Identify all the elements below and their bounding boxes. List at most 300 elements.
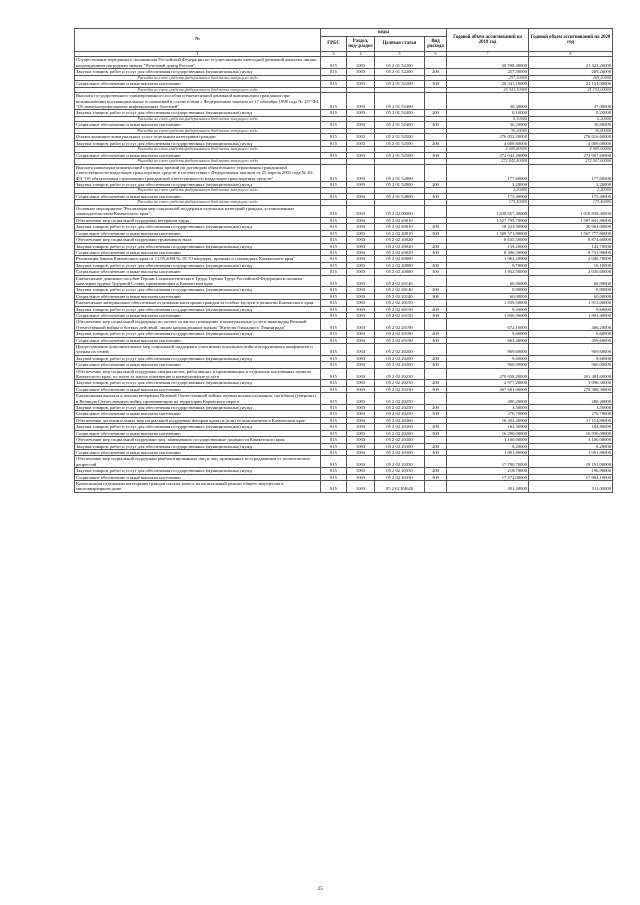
amount-2019: 9,20000	[447, 306, 529, 312]
amount-2020: 0,90000	[529, 287, 613, 293]
row-name: Социальное обеспечение и иные выплаты населению	[75, 249, 321, 255]
section-code: 1003	[347, 194, 375, 200]
amount-2020: 16 930,00000	[529, 430, 613, 436]
section-code: 1003	[347, 300, 375, 306]
amount-2019: 17 790,70000	[447, 456, 529, 468]
table-row	[75, 368, 613, 380]
grbs-code: 815	[321, 224, 347, 230]
amount-2019: 1 527 795,70000	[447, 217, 529, 223]
expense-type	[425, 206, 447, 218]
expense-type: 300	[425, 449, 447, 455]
amount-2019: 1 952,50000	[447, 269, 529, 275]
amount-2019: 20 598,40000	[447, 57, 529, 69]
amount-2020: 9,60000	[529, 306, 613, 312]
target-code: 05 2 02 20140	[375, 293, 425, 299]
target-code: 05 2 01 52800	[375, 194, 425, 200]
target-code: 05 2 02 20330	[375, 468, 425, 474]
target-code: 05 2 02 20150	[375, 306, 425, 312]
section-code: 1003	[347, 430, 375, 436]
subtotal-label: Расходы за счет средств федерального бюджета текущего года	[75, 128, 321, 134]
amount-2020: 175,40000	[529, 200, 613, 206]
grbs-code: 815	[321, 57, 347, 69]
row-name: Основное мероприятие "Реализация мер социальной поддержки отдельных категорий граждан, установленных законодательством Камчатского края"	[75, 206, 321, 218]
amount-2019: 4 009,80000	[447, 140, 529, 146]
amount-2020: 196,90000	[529, 468, 613, 474]
table-row	[75, 275, 613, 287]
subtotal-label: Расходы за счет средств федерального бюджета текущего года	[75, 200, 321, 206]
amount-2020: 1 091,80000	[529, 449, 613, 455]
section-code: 1003	[347, 449, 375, 455]
col-index: 1	[75, 52, 321, 57]
expense-type	[425, 368, 447, 380]
row-name: Закупка товаров, работ и услуг для обеспечения государственных (муниципальных) нужд	[75, 355, 321, 361]
header-razdel: Раздел, под- раздел	[347, 37, 375, 52]
section-code: 1003	[347, 331, 375, 337]
row-name: Закупка товаров, работ и услуг для обеспечения государственных (муниципальных) нужд	[75, 262, 321, 268]
amount-2020: 276 016,60000	[529, 134, 613, 140]
amount-2019: 270 658,20000	[447, 368, 529, 380]
grbs-code: 815	[321, 430, 347, 436]
header-row-1	[75, 29, 613, 37]
amount-2019: 969,60000	[447, 344, 529, 356]
amount-2019: 16 290,00000	[447, 430, 529, 436]
row-name: Социальное обеспечение и иные выплаты населению	[75, 312, 321, 318]
section-code: 1003	[347, 380, 375, 386]
row-name: Социальное обеспечение и иные выплаты населению	[75, 430, 321, 436]
amount-2020: 21 423,20000	[529, 57, 613, 69]
amount-2020: 21 154,00000	[529, 81, 613, 87]
target-code: 05 2 02 20080	[375, 256, 425, 262]
amount-2019: 1 100,00000	[447, 437, 529, 443]
expense-type: 200	[425, 69, 447, 75]
row-name: Ежемесячная выплата к пенсии ветеранам Великой Отечественной войны, вдовам военнослужащих, погибших (умерших) в Великую Отечественную войну, проживающим на территории Корякского округа	[75, 393, 321, 405]
expense-type: 300	[425, 230, 447, 236]
target-code: 05 2 02 20330	[375, 474, 425, 480]
amount-2020: 2 030,60000	[529, 269, 613, 275]
expense-type	[425, 275, 447, 287]
section-code: 1003	[347, 243, 375, 249]
amount-2019: 18 223,90000	[447, 224, 529, 230]
row-name: Закупка товаров, работ и услуг для обеспечения государственных (муниципальных) нужд	[75, 110, 321, 116]
grbs-code: 815	[321, 337, 347, 343]
amount-2019: 2 977,20000	[447, 380, 529, 386]
expense-type: 300	[425, 152, 447, 158]
expense-type: 200	[425, 355, 447, 361]
amount-2019: 60,00000	[447, 293, 529, 299]
amount-2020: 280,20000	[529, 393, 613, 405]
amount-2020: 272 007,60000	[529, 152, 613, 158]
amount-2020: 142,70000	[529, 243, 613, 249]
target-code: 05 2 01 52800	[375, 164, 425, 181]
grbs-code: 815	[321, 164, 347, 181]
expense-type: 300	[425, 337, 447, 343]
amount-2019: 272 042,40000	[447, 152, 529, 158]
budget-table	[74, 28, 613, 493]
expense-type: 200	[425, 380, 447, 386]
amount-2019: 60,90000	[447, 275, 529, 287]
amount-2019: 139,20000	[447, 243, 529, 249]
amount-2019: 175,40000	[447, 194, 529, 200]
target-code: 05 2 02 20200	[375, 344, 425, 356]
target-code: 05 2 01 52400	[375, 110, 425, 116]
row-name: Закупка товаров, работ и услуг для обеспечения государственных (муниципальных) нужд	[75, 424, 321, 430]
expense-type: 200	[425, 110, 447, 116]
section-code: 1003	[347, 337, 375, 343]
amount-2020: 276,70000	[529, 411, 613, 417]
amount-2020: 4 009,00000	[529, 147, 613, 153]
amount-2020: 4 009,00000	[529, 140, 613, 146]
target-code: 05 2 01 52500	[375, 152, 425, 158]
grbs-code: 815	[321, 368, 347, 380]
grbs-code: 815	[321, 355, 347, 361]
section-code: 1003	[347, 344, 375, 356]
grbs-code: 815	[321, 122, 347, 128]
target-code: 05 2 02 20250	[375, 405, 425, 411]
expense-type: 300	[425, 269, 447, 275]
section-code: 1003	[347, 437, 375, 443]
amount-2019: 1 839,50000	[447, 300, 529, 306]
grbs-code: 815	[321, 411, 347, 417]
target-code: 05 2 02 20190	[375, 331, 425, 337]
row-name: Закупка товаров, работ и услуг для обеспечения государственных (муниципальных) нужд	[75, 331, 321, 337]
amount-2019: 16 452,20000	[447, 417, 529, 423]
amount-2019: 1 091,80000	[447, 449, 529, 455]
subtotal-label: Расходы за счет средств федерального бюджета текущего года	[75, 147, 321, 153]
grbs-code: 815	[321, 152, 347, 158]
row-name: Ежемесячное денежное пособие Героям Социалистического Труда, Героям Труда Российской Федерации и полным кавалерам ордена Трудовой Славы, проживающим в Камчатском крае	[75, 275, 321, 287]
grbs-code: 815	[321, 386, 347, 392]
grbs-code: 815	[321, 69, 347, 75]
amount-2019: 280,20000	[447, 393, 529, 405]
amount-2019: 20 341,10000	[447, 81, 529, 87]
amount-2020: 1 903,40000	[529, 312, 613, 318]
target-code: 05 2 02 20150	[375, 312, 425, 318]
section-code: 1003	[347, 287, 375, 293]
target-code: 05 2 01 52400	[375, 93, 425, 110]
grbs-code: 815	[321, 262, 347, 268]
subtotal-label: Расходы за счет средств федерального бюджета текущего года	[75, 116, 321, 122]
target-code: 05 2 01 52400	[375, 122, 425, 128]
expense-type: 300	[425, 122, 447, 128]
section-code: 1003	[347, 182, 375, 188]
table-body	[75, 57, 613, 492]
section-code: 1003	[347, 424, 375, 430]
section-code: 1003	[347, 134, 375, 140]
amount-2019: 2,20000	[447, 188, 529, 194]
row-name: Предоставление дополнительных мер социальной поддержки участникам локальных войн и вооруженных конфликтов и членам их семей	[75, 344, 321, 356]
amount-2020: 60,90000	[529, 275, 613, 287]
expense-type: 300	[425, 362, 447, 368]
section-code: 1003	[347, 362, 375, 368]
amount-2020: 278 388,30000	[529, 386, 613, 392]
amount-2019: 3,50000	[447, 405, 529, 411]
amount-2019: 1 509 571,80000	[447, 230, 529, 236]
amount-2020: 36,80000	[529, 122, 613, 128]
section-code: 1003	[347, 224, 375, 230]
expense-type: 200	[425, 306, 447, 312]
expense-type: 300	[425, 194, 447, 200]
target-code: 05 2 01 52500	[375, 140, 425, 146]
amount-2020: 6,60000	[529, 331, 613, 337]
table-row	[75, 393, 613, 405]
expense-type	[425, 480, 447, 492]
amount-2020: 18 191,00000	[529, 456, 613, 468]
col-index: 6	[425, 52, 447, 57]
row-name: Социальное обеспечение и иные выплаты населению	[75, 449, 321, 455]
grbs-code: 815	[321, 237, 347, 243]
row-name: Социальное обеспечение и иные выплаты населению	[75, 152, 321, 158]
row-name: Обеспечение мер социальной поддержки по оплате за жилое помещение и коммунальные услуги инвалидам Великой Отечественной войны и боевых действий, лицам награжденным знаком "Жителю блокадного Ленинграда"	[75, 319, 321, 331]
amount-2020: 960,00000	[529, 362, 613, 368]
expense-type: 300	[425, 81, 447, 87]
expense-type: 200	[425, 405, 447, 411]
table-row	[75, 344, 613, 356]
col-index: 5	[375, 52, 425, 57]
amount-2019: 662,40000	[447, 337, 529, 343]
grbs-code: 815	[321, 362, 347, 368]
row-name: Социальное обеспечение и иные выплаты населению	[75, 362, 321, 368]
expense-type: 200	[425, 443, 447, 449]
col-index: 8	[529, 52, 613, 57]
expense-type: 300	[425, 312, 447, 318]
target-code: 05 2 02 20020	[375, 243, 425, 249]
amount-2020: 8,20000	[529, 443, 613, 449]
amount-2020: 20 064,00000	[529, 224, 613, 230]
expense-type: 300	[425, 430, 447, 436]
target-code: 05 2 02 20300	[375, 449, 425, 455]
section-code: 1003	[347, 417, 375, 423]
target-code: 05 2 02 20200	[375, 355, 425, 361]
amount-2019: 0,10000	[447, 110, 529, 116]
section-code: 1003	[347, 275, 375, 287]
grbs-code: 815	[321, 134, 347, 140]
amount-2019: 8 496,30000	[447, 249, 529, 255]
section-code: 1003	[347, 355, 375, 361]
row-name: Социальное обеспечение и иные выплаты населению	[75, 230, 321, 236]
target-code: 05 2 01 52200	[375, 69, 425, 75]
target-code: 05 2 02 20010	[375, 217, 425, 223]
grbs-code: 815	[321, 182, 347, 188]
section-code: 1003	[347, 393, 375, 405]
expense-type: 200	[425, 331, 447, 337]
table-row	[75, 93, 613, 110]
grbs-code: 815	[321, 269, 347, 275]
amount-2020: 184,80000	[529, 424, 613, 430]
row-name: Закупка товаров, работ и услуг для обеспечения государственных (муниципальных) нужд	[75, 443, 321, 449]
amount-2019: 257,30000	[447, 75, 529, 81]
amount-2019: 0,10000	[447, 116, 529, 122]
amount-2020: 0,20000	[529, 116, 613, 122]
col-index: 3	[321, 52, 347, 57]
amount-2020: 177,60000	[529, 164, 613, 181]
grbs-code: 815	[321, 243, 347, 249]
grbs-code: 815	[321, 393, 347, 405]
amount-2020: 511,00000	[529, 480, 613, 492]
amount-2020: 1 918 838,40000	[529, 206, 613, 218]
amount-2019: 257,30000	[447, 69, 529, 75]
amount-2020: 969,60000	[529, 344, 613, 356]
grbs-code: 815	[321, 331, 347, 337]
section-code: 1003	[347, 206, 375, 218]
target-code: 05 2 02 20230	[375, 368, 425, 380]
amount-2019: 0,90000	[447, 287, 529, 293]
amount-2020: 3,50000	[529, 405, 613, 411]
row-name: Закупка товаров, работ и услуг для обеспечения государственных (муниципальных) нужд	[75, 140, 321, 146]
grbs-code: 815	[321, 312, 347, 318]
amount-2019: 177,60000	[447, 164, 529, 181]
subtotal-label: Расходы за счет средств федерального бюджета текущего года	[75, 188, 321, 194]
amount-2020: 1 100,00000	[529, 437, 613, 443]
amount-2020: 2 040,70000	[529, 256, 613, 262]
grbs-code: 815	[321, 256, 347, 262]
amount-2019: 17 572,00000	[447, 474, 529, 480]
amount-2020: 0,20000	[529, 110, 613, 116]
amount-2020: 1 913,00000	[529, 300, 613, 306]
target-code: 05 2 02 20230	[375, 386, 425, 392]
target-code: 05 2 02 20010	[375, 224, 425, 230]
grbs-code: 815	[321, 230, 347, 236]
section-code: 1003	[347, 456, 375, 468]
row-name: Социальное обеспечение и иные выплаты населению	[75, 122, 321, 128]
target-code: 05 2 01 52200	[375, 57, 425, 69]
row-name: Закупка товаров, работ и услуг для обеспечения государственных (муниципальных) нужд	[75, 306, 321, 312]
amount-2020: 1 587 841,80000	[529, 217, 613, 223]
amount-2019: 267 681,00000	[447, 386, 529, 392]
section-code: 1003	[347, 306, 375, 312]
amount-2019: 276,70000	[447, 411, 529, 417]
section-code: 1003	[347, 474, 375, 480]
target-code: 05 2 02 20150	[375, 300, 425, 306]
page-number: 35	[317, 886, 323, 892]
row-name: Социальное обеспечение и иные выплаты населению	[75, 337, 321, 343]
section-code: 1003	[347, 217, 375, 223]
section-code: 1003	[347, 256, 375, 262]
row-name: Закупка товаров, работ и услуг для обеспечения государственных (муниципальных) нужд	[75, 287, 321, 293]
expense-type: 200	[425, 140, 447, 146]
target-code: 05 2 01 52200	[375, 81, 425, 87]
header-2019: Годовой объем ассигнований на 2019 год	[447, 29, 529, 52]
section-code: 1003	[347, 312, 375, 318]
grbs-code: 815	[321, 468, 347, 474]
header-codes: коды	[321, 29, 447, 37]
amount-2019: 9,70000	[447, 262, 529, 268]
table-row	[75, 206, 613, 218]
expense-type	[425, 93, 447, 110]
amount-2019: 1 962,20000	[447, 256, 529, 262]
target-code: 05 2 02 20300	[375, 443, 425, 449]
row-name: Социальное обеспечение и иные выплаты населению	[75, 194, 321, 200]
amount-2020: 37,00000	[529, 93, 613, 110]
row-name: Закупка товаров, работ и услуг для обеспечения государственных (муниципальных) нужд	[75, 224, 321, 230]
amount-2020: 2,20000	[529, 182, 613, 188]
expense-type: 200	[425, 287, 447, 293]
section-code: 1003	[347, 443, 375, 449]
grbs-code: 815	[321, 275, 347, 287]
grbs-code: 815	[321, 194, 347, 200]
expense-type	[425, 164, 447, 181]
subtotal-label: Расходы за счет средств федерального бюджета текущего года	[75, 87, 321, 93]
row-name: Социальное обеспечение и иные выплаты населению	[75, 293, 321, 299]
section-code: 1003	[347, 249, 375, 255]
document-page	[74, 28, 612, 493]
target-code: 05 2 02 20020	[375, 237, 425, 243]
amount-2019: 20 341,10000	[447, 87, 529, 93]
expense-type: 200	[425, 182, 447, 188]
grbs-code: 815	[321, 319, 347, 331]
grbs-code: 815	[321, 474, 347, 480]
amount-2020: 17 994,10000	[529, 474, 613, 480]
amount-2020: 175,40000	[529, 194, 613, 200]
grbs-code: 815	[321, 81, 347, 87]
expense-type	[425, 456, 447, 468]
row-name: Закупка товаров, работ и услуг для обеспечения государственных (муниципальных) нужд	[75, 243, 321, 249]
section-code: 1003	[347, 293, 375, 299]
section-code: 1003	[347, 81, 375, 87]
table-row	[75, 164, 613, 181]
amount-2020: 8 874,60000	[529, 237, 613, 243]
row-name: Обеспечение мер социальной поддержки лиц, замещавших государственные должности Камчатского края	[75, 437, 321, 443]
amount-2020: 36,80000	[529, 128, 613, 134]
target-code: 05 2 02 20230	[375, 380, 425, 386]
expense-type	[425, 57, 447, 69]
header-num: №	[75, 29, 321, 52]
grbs-code: 815	[321, 456, 347, 468]
target-code: 05 2 02 20140	[375, 287, 425, 293]
row-name: Закупка товаров, работ и услуг для обеспечения государственных (муниципальных) нужд	[75, 182, 321, 188]
expense-type: 300	[425, 411, 447, 417]
amount-2019: 36,30000	[447, 93, 529, 110]
amount-2020: 269,20000	[529, 69, 613, 75]
row-name: Социальное обеспечение и иные выплаты населению	[75, 386, 321, 392]
row-name: Социальное обеспечение и иные выплаты населению	[75, 81, 321, 87]
amount-2019: 960,00000	[447, 362, 529, 368]
row-name: Обеспечение мер социальной поддержки реабилитированных лиц и лиц, признанных пострадавшими от политических репрессий	[75, 456, 321, 468]
amount-2020: 269,20000	[529, 75, 613, 81]
grbs-code: 815	[321, 206, 347, 218]
grbs-code: 815	[321, 306, 347, 312]
grbs-code: 815	[321, 443, 347, 449]
subtotal-label: Расходы за счет средств федерального бюджета текущего года	[75, 75, 321, 81]
expense-type: 200	[425, 262, 447, 268]
subtotal-label: Расходы за счет средств федерального бюджета текущего года	[75, 159, 321, 165]
section-code: 1003	[347, 319, 375, 331]
row-name: Осуществление переданного полномочия Российской Федерации по осуществлению ежегодной денежной выплаты лицам, награжденным нагрудным знаком "Почетный донор России"	[75, 57, 321, 69]
amount-2019: 8 635,50000	[447, 237, 529, 243]
amount-2020: 281 484,60000	[529, 368, 613, 380]
expense-type: 300	[425, 293, 447, 299]
section-code: 1003	[347, 411, 375, 417]
row-name: Закупка товаров, работ и услуг для обеспечения государственных (муниципальных) нужд	[75, 69, 321, 75]
expense-type: 300	[425, 386, 447, 392]
amount-2020: 2,20000	[529, 188, 613, 194]
target-code: 05 2 02 20010	[375, 230, 425, 236]
amount-2019: 4 009,80000	[447, 147, 529, 153]
amount-2019: 218,70000	[447, 468, 529, 474]
grbs-code: 815	[321, 300, 347, 306]
table-row	[75, 456, 613, 468]
amount-2020: 459,60000	[529, 337, 613, 343]
grbs-code: 815	[321, 287, 347, 293]
amount-2019: 276 052,20000	[447, 134, 529, 140]
amount-2019: 162,30000	[447, 424, 529, 430]
row-name: Социальное обеспечение и иные выплаты населению	[75, 411, 321, 417]
amount-2019: 2,20000	[447, 182, 529, 188]
section-code: 1003	[347, 237, 375, 243]
amount-2020: 10,10000	[529, 262, 613, 268]
section-code: 1003	[347, 152, 375, 158]
section-code: 1003	[347, 386, 375, 392]
row-name: Оплата жилищно-коммунальных услуг отдельным категориям граждан	[75, 134, 321, 140]
